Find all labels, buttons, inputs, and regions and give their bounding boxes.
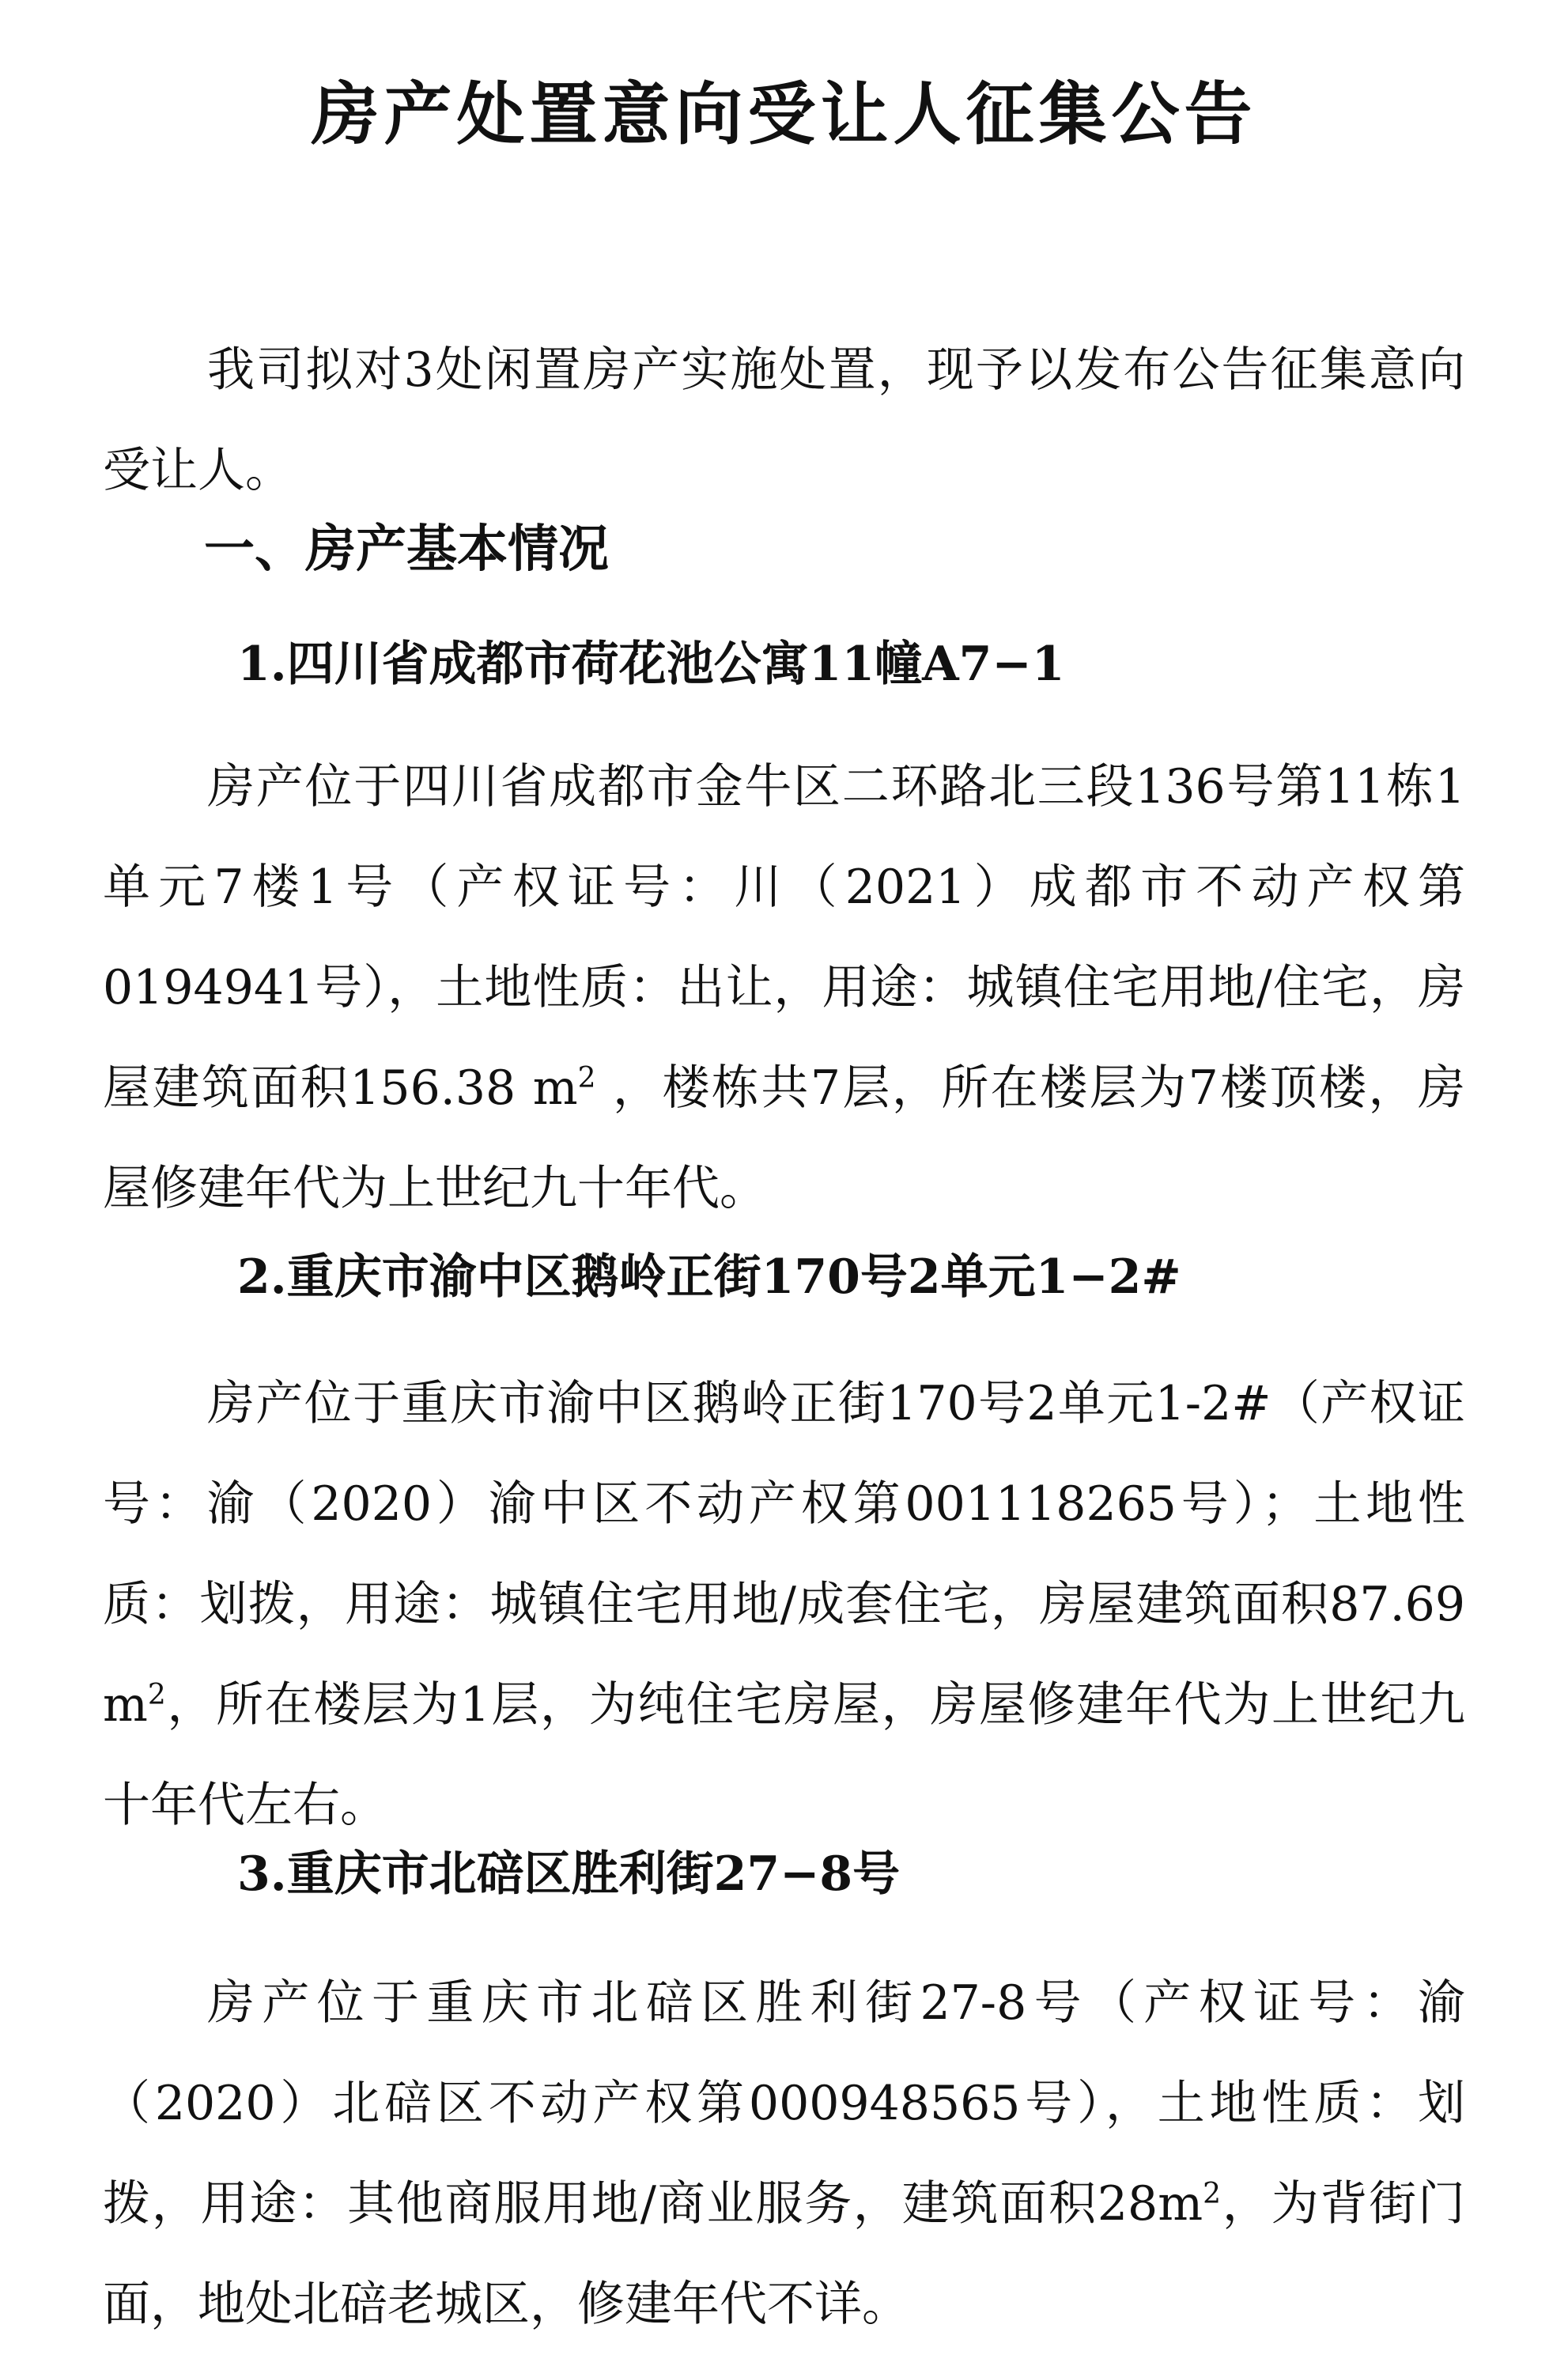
property-3-area-unit-sup: 2 [1203, 2178, 1222, 2210]
document-title: 房产处置意向受让人征集公告 [311, 75, 1257, 154]
property-3-heading: 3.重庆市北碚区胜利街27−8号 [237, 1846, 901, 1902]
section-heading-basic-info: 一、房产基本情况 [204, 520, 609, 579]
intro-paragraph: 我司拟对3处闲置房产实施处置，现予以发布公告征集意向受让人。 [103, 342, 1465, 498]
property-2-heading: 2.重庆市渝中区鹅岭正街170号2单元1−2# [237, 1249, 1181, 1305]
property-3-text-b: ，为背街门面，地处北碚老城区，修建年代不详。 [103, 2176, 1465, 2332]
property-1-heading: 1.四川省成都市荷花池公寓11幢A7−1 [237, 637, 1065, 692]
property-1-text-b: ，楼栋共7层，所在楼层为7楼顶楼，房屋修建年代为上世纪九十年代。 [103, 1060, 1465, 1216]
property-1-area-unit-sup: 2 [577, 1062, 596, 1094]
property-2-area-unit-sup: 2 [147, 1679, 166, 1711]
property-1-text-a: 房产位于四川省成都市金牛区二环路北三段136号第11栋1单元7楼1号（产权证号：川（2021）成都市不动产权第0194941号），土地性质：出让，用途：城镇住宅用地/住宅，房屋建筑面积156.38 m [103, 759, 1465, 1116]
property-3-description [103, 1953, 1465, 2355]
property-3-text-a: 房产位于重庆市北碚区胜利街27-8号（产权证号：渝（2020）北碚区不动产权第000948565号），土地性质：划拨，用途：其他商服用地/商业服务，建筑面积28m [103, 1975, 1465, 2232]
property-2-text-a: 房产位于重庆市渝中区鹅岭正街170号2单元1-2#（产权证号：渝（2020）渝中区不动产权第001118265号）；土地性质：划拨，用途：城镇住宅用地/成套住宅，房屋建筑面积87.69 m [103, 1376, 1465, 1733]
property-2-text-b: ，所在楼层为1层，为纯住宅房屋，房屋修建年代为上世纪九十年代左右。 [103, 1677, 1465, 1833]
property-1-description [103, 737, 1465, 1239]
property-2-description [103, 1354, 1465, 1856]
